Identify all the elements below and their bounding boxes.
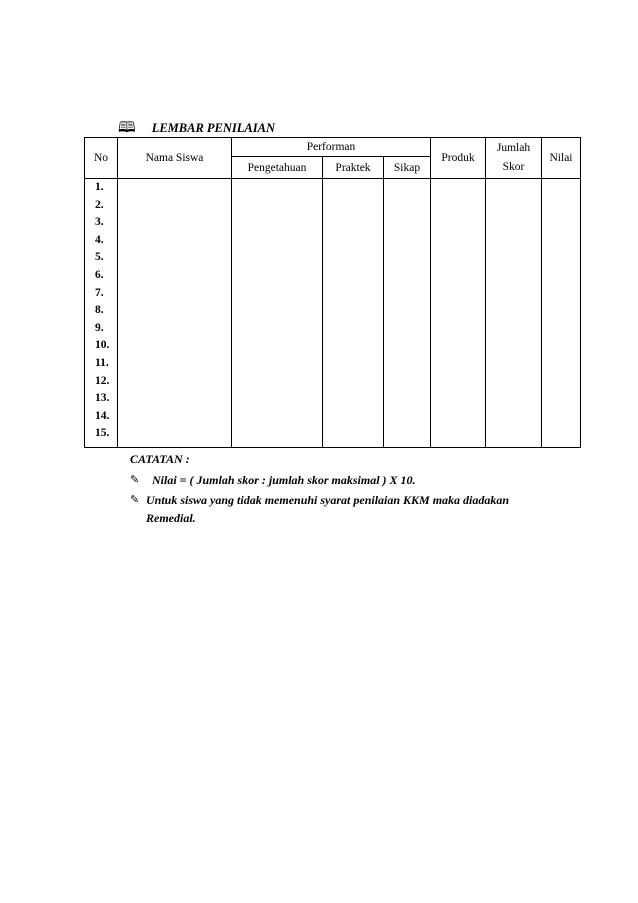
- header-jumlah-line1: Jumlah: [496, 142, 531, 154]
- table-body-row: [85, 179, 581, 448]
- header-jumlah-skor: [486, 138, 542, 179]
- row-number: 3.: [95, 216, 104, 229]
- header-nilai: Nilai: [542, 138, 581, 179]
- cell-pengetahuan: [232, 179, 323, 448]
- header-praktek: Praktek: [323, 157, 384, 179]
- row-number: 1.: [95, 181, 104, 193]
- pencil-icon: ✎: [130, 494, 140, 506]
- cell-nama-siswa: [118, 179, 232, 448]
- number-column: [85, 179, 118, 448]
- header-sikap: Sikap: [384, 157, 431, 179]
- row-number: 8.: [95, 304, 104, 317]
- header-produk: Produk: [431, 138, 486, 179]
- note-item: [130, 471, 562, 489]
- row-number: 10.: [95, 339, 110, 352]
- header-jumlah-line2: Skor: [502, 161, 525, 173]
- note-text: Untuk siswa yang tidak memenuhi syarat penilaian KKM maka diadakan Remedial.: [146, 493, 510, 525]
- row-number: 15.: [95, 427, 110, 440]
- notes-section: [130, 452, 562, 527]
- pencil-icon: ✎: [130, 474, 140, 486]
- row-number: 4.: [95, 233, 104, 246]
- header-nama-siswa: Nama Siswa: [118, 138, 232, 179]
- header-pengetahuan: Pengetahuan: [232, 157, 323, 179]
- notes-heading: CATATAN :: [130, 452, 190, 466]
- number-list: [85, 179, 117, 443]
- row-number: 2.: [95, 198, 104, 211]
- row-number: 11.: [95, 356, 109, 369]
- cell-nilai: [542, 179, 581, 448]
- page-title: [118, 121, 275, 136]
- row-number: 5.: [95, 251, 104, 264]
- note-text: Nilai = ( Jumlah skor : jumlah skor maksimal ) X 10.: [152, 473, 416, 487]
- row-number: 13.: [95, 392, 110, 405]
- row-number: 6.: [95, 268, 104, 281]
- note-item: [130, 491, 562, 527]
- page-title-text: LEMBAR PENILAIAN: [151, 121, 275, 135]
- row-number: 12.: [95, 374, 110, 387]
- table-header-row: [85, 138, 581, 157]
- row-number: 7.: [95, 286, 104, 299]
- header-no: No: [85, 138, 118, 179]
- cell-praktek: [323, 179, 384, 448]
- cell-sikap: [384, 179, 431, 448]
- row-number: 14.: [95, 409, 110, 422]
- cell-produk: [431, 179, 486, 448]
- assessment-table: [84, 137, 581, 448]
- cell-jumlah-skor: [486, 179, 542, 448]
- book-icon: 🕮: [118, 120, 136, 136]
- row-number: 9.: [95, 321, 104, 334]
- header-performan: Performan: [232, 138, 431, 157]
